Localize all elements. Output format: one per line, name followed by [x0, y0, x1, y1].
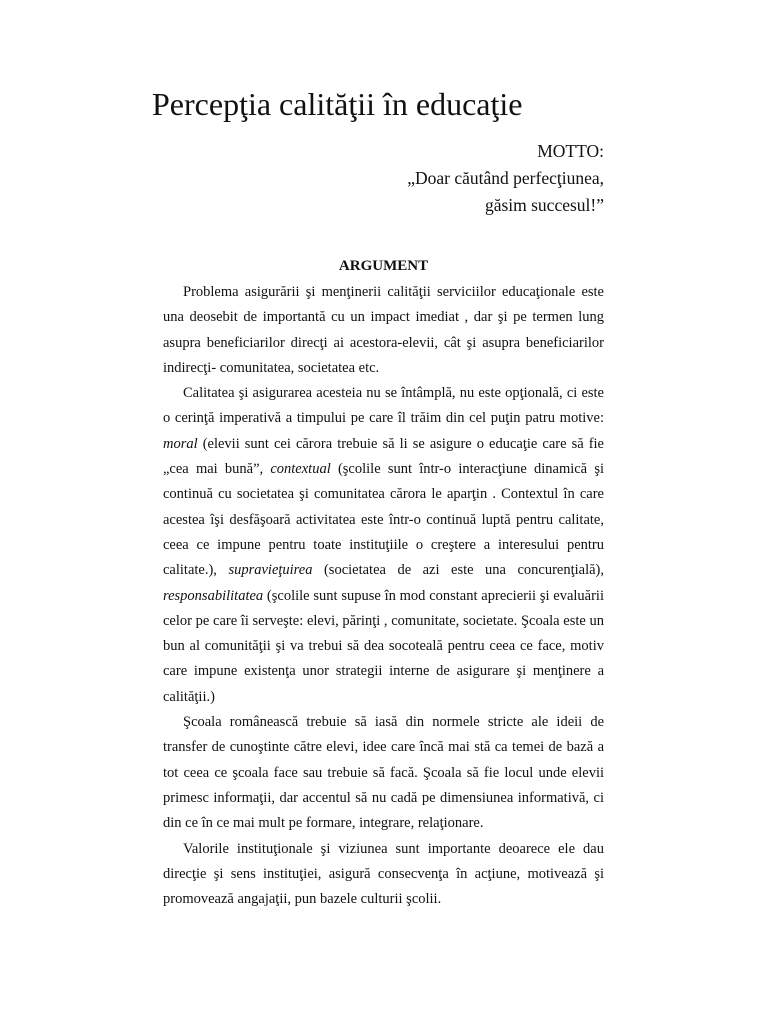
section-heading: ARGUMENT	[338, 258, 429, 274]
paragraph-2-text-1: Calitatea şi asigurarea acesteia nu se întâmplă, nu este opţională, ci este o cerinţă imperativă a timpului pe care îl trăim din cel puţin patru motive:	[163, 385, 604, 427]
paragraph-3: Şcoala românească trebuie să iasă din normele stricte ale ideii de transfer de cunoştinte către elevi, idee care încă mai stă ca temei de bază a tot ceea ce şcoala face sau trebuie să facă. Şcoala să fie locul unde elevii primesc informaţii, dar accentul să nu cadă pe dimensiunea informativă, ci din ce în ce mai mult pe formare, integrare, relaţionare.	[163, 714, 604, 832]
paragraph-2-text-5: (şcolile sunt supuse în mod constant aprecierii şi evaluării celor pe care îi serveşte: elevi, părinţi , comunitate, societate. Şcoala este un bun al comunităţii şi va trebui să dea socoteală pentru ceea ce face, motiv care impune existenţa unor strategii interne de asigurare şi menţinere a calităţii.)	[163, 587, 604, 705]
document-title: Percepţia calităţii în educaţie	[152, 86, 523, 122]
paragraph-2-emphasis-supravietuirea: supravieţuirea	[228, 562, 313, 579]
paragraph-2-emphasis-contextual: contextual	[270, 461, 331, 478]
paragraph-2	[163, 381, 604, 710]
paragraph-2-emphasis-moral: moral	[163, 435, 198, 452]
paragraph-2-text-2: (elevii sunt cei cărora trebuie să li se asigure o educaţie care să fie „cea mai bună”,	[163, 435, 604, 478]
motto-quote-line-2: găsim succesul!”	[484, 195, 604, 215]
paragraph-4: Valorile instituţionale şi viziunea sunt importante deoarece ele dau direcţie şi sens instituţiei, asigură consecvenţa în acţiune, motivează şi promovează angajaţii, pun bazele culturii şcolii.	[163, 840, 604, 908]
paragraph-2-emphasis-responsabilitatea: responsabilitatea	[163, 587, 264, 604]
motto-quote-line-1: „Doar căutând perfecţiunea,	[407, 168, 604, 188]
motto-label: MOTTO:	[537, 141, 604, 161]
paragraph-2-text-4: (societatea de azi este una concurenţială),	[312, 562, 605, 579]
paragraph-2-text-3: (şcolile sunt într-o interacţiune dinamică şi continuă cu societatea şi comunitatea cărora le aparţin . Contextul în care acestea îşi desfăşoară activitatea este într-o continuă luptă pentru calitate, ceea ce impune pentru toate instituţiile o creştere a interesului pentru calitate.),	[163, 461, 604, 579]
motto-block	[407, 138, 604, 219]
paragraph-1: Problema asigurării şi menţinerii calităţii serviciilor educaţionale este una deosebit de importantă cu un impact imediat , dar şi pe termen lung asupra beneficiarilor direcţi ai acestora-elevii, cât şi asupra beneficiarilor indirecţi- comunitatea, societatea etc.	[163, 284, 604, 376]
argument-body	[163, 280, 604, 912]
